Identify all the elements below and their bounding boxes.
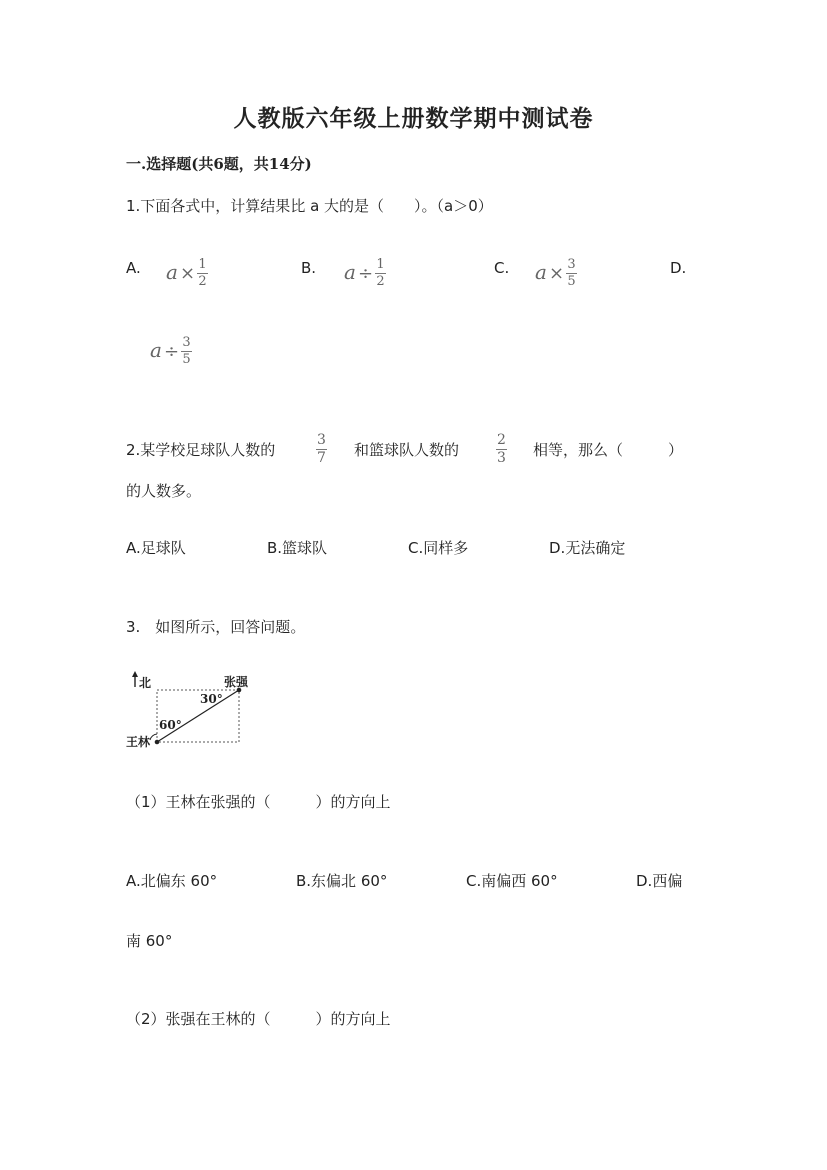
question-2-part2: 和篮球队人数的 [354, 441, 460, 459]
fraction-numerator: 3 [182, 335, 191, 350]
q2-option-a[interactable]: A.足球队 [126, 539, 186, 557]
fraction-denominator: 7 [317, 450, 326, 466]
option-label: A. [126, 259, 141, 277]
question-2-fraction-1 [316, 433, 327, 466]
q1-option-c-expression [535, 258, 577, 289]
q1-option-d-expression [150, 336, 192, 367]
question-2-fraction-2 [496, 433, 507, 466]
q3-sub1-option-d[interactable]: D.西偏 [636, 872, 683, 890]
question-1-stem: 1.下面各式中，计算结果比 a 大的是（ ）。（a＞0） [126, 197, 493, 215]
angle-arc [150, 734, 157, 740]
q2-option-b[interactable]: B.篮球队 [267, 539, 328, 557]
section-heading: 一.选择题(共6题，共14分) [126, 155, 312, 173]
wang-point [155, 740, 160, 745]
fraction-denominator: 5 [182, 352, 191, 367]
question-3-sub2-stem: （2）张强在王林的（ ）的方向上 [126, 1010, 391, 1028]
math-operator: ÷ [163, 341, 180, 362]
fraction-numerator: 1 [376, 257, 385, 272]
fraction-numerator: 3 [317, 432, 326, 448]
angle-30-label: 30° [200, 692, 223, 706]
option-label: C. [494, 259, 510, 277]
q1-option-b[interactable] [301, 258, 316, 277]
fraction-numerator: 3 [567, 257, 576, 272]
fraction-numerator: 2 [497, 432, 506, 448]
q2-option-d[interactable]: D.无法确定 [549, 539, 626, 557]
math-variable: a [166, 260, 178, 284]
fraction-denominator: 2 [198, 274, 207, 289]
question-2-part1: 2.某学校足球队人数的 [126, 441, 276, 459]
math-variable: a [535, 260, 547, 284]
fraction-denominator: 2 [376, 274, 385, 289]
north-label: 北 [139, 676, 152, 690]
math-operator: × [548, 263, 565, 284]
fraction [375, 258, 386, 289]
fraction [197, 258, 208, 289]
north-arrowhead-icon [132, 671, 138, 677]
q3-sub1-option-d-wrap[interactable]: 南 60° [126, 932, 173, 950]
question-2-part3: 相等，那么（ ） [533, 441, 684, 459]
q1-option-c[interactable] [494, 258, 509, 277]
zhang-label: 张强 [224, 675, 249, 689]
q2-option-c[interactable]: C.同样多 [408, 539, 469, 557]
fraction-numerator: 1 [198, 257, 207, 272]
wang-label: 王林 [126, 735, 151, 749]
option-label: B. [301, 259, 317, 277]
math-operator: ÷ [357, 263, 374, 284]
fraction [181, 336, 192, 367]
fraction [566, 258, 577, 289]
q1-option-b-expression [344, 258, 386, 289]
q3-sub1-option-b[interactable]: B.东偏北 60° [296, 872, 388, 890]
math-variable: a [344, 260, 356, 284]
question-3-stem: 3. 如图所示，回答问题。 [126, 618, 306, 636]
question-2-line2: 的人数多。 [126, 482, 202, 500]
fraction-denominator: 5 [567, 274, 576, 289]
q3-sub1-option-a[interactable]: A.北偏东 60° [126, 872, 218, 890]
q3-sub1-option-c[interactable]: C.南偏西 60° [466, 872, 558, 890]
fraction-denominator: 3 [497, 450, 506, 466]
q1-option-d[interactable] [670, 258, 686, 277]
question-3-sub1-stem: （1）王林在张强的（ ）的方向上 [126, 793, 391, 811]
math-operator: × [179, 263, 196, 284]
direction-diagram [126, 668, 256, 750]
angle-60-label: 60° [159, 718, 182, 732]
connecting-line [157, 690, 239, 742]
math-variable: a [150, 338, 162, 362]
q1-option-a-expression [166, 258, 208, 289]
page-title: 人教版六年级上册数学期中测试卷 [233, 105, 594, 132]
q1-option-a[interactable] [126, 258, 141, 277]
option-label: D. [670, 259, 687, 277]
